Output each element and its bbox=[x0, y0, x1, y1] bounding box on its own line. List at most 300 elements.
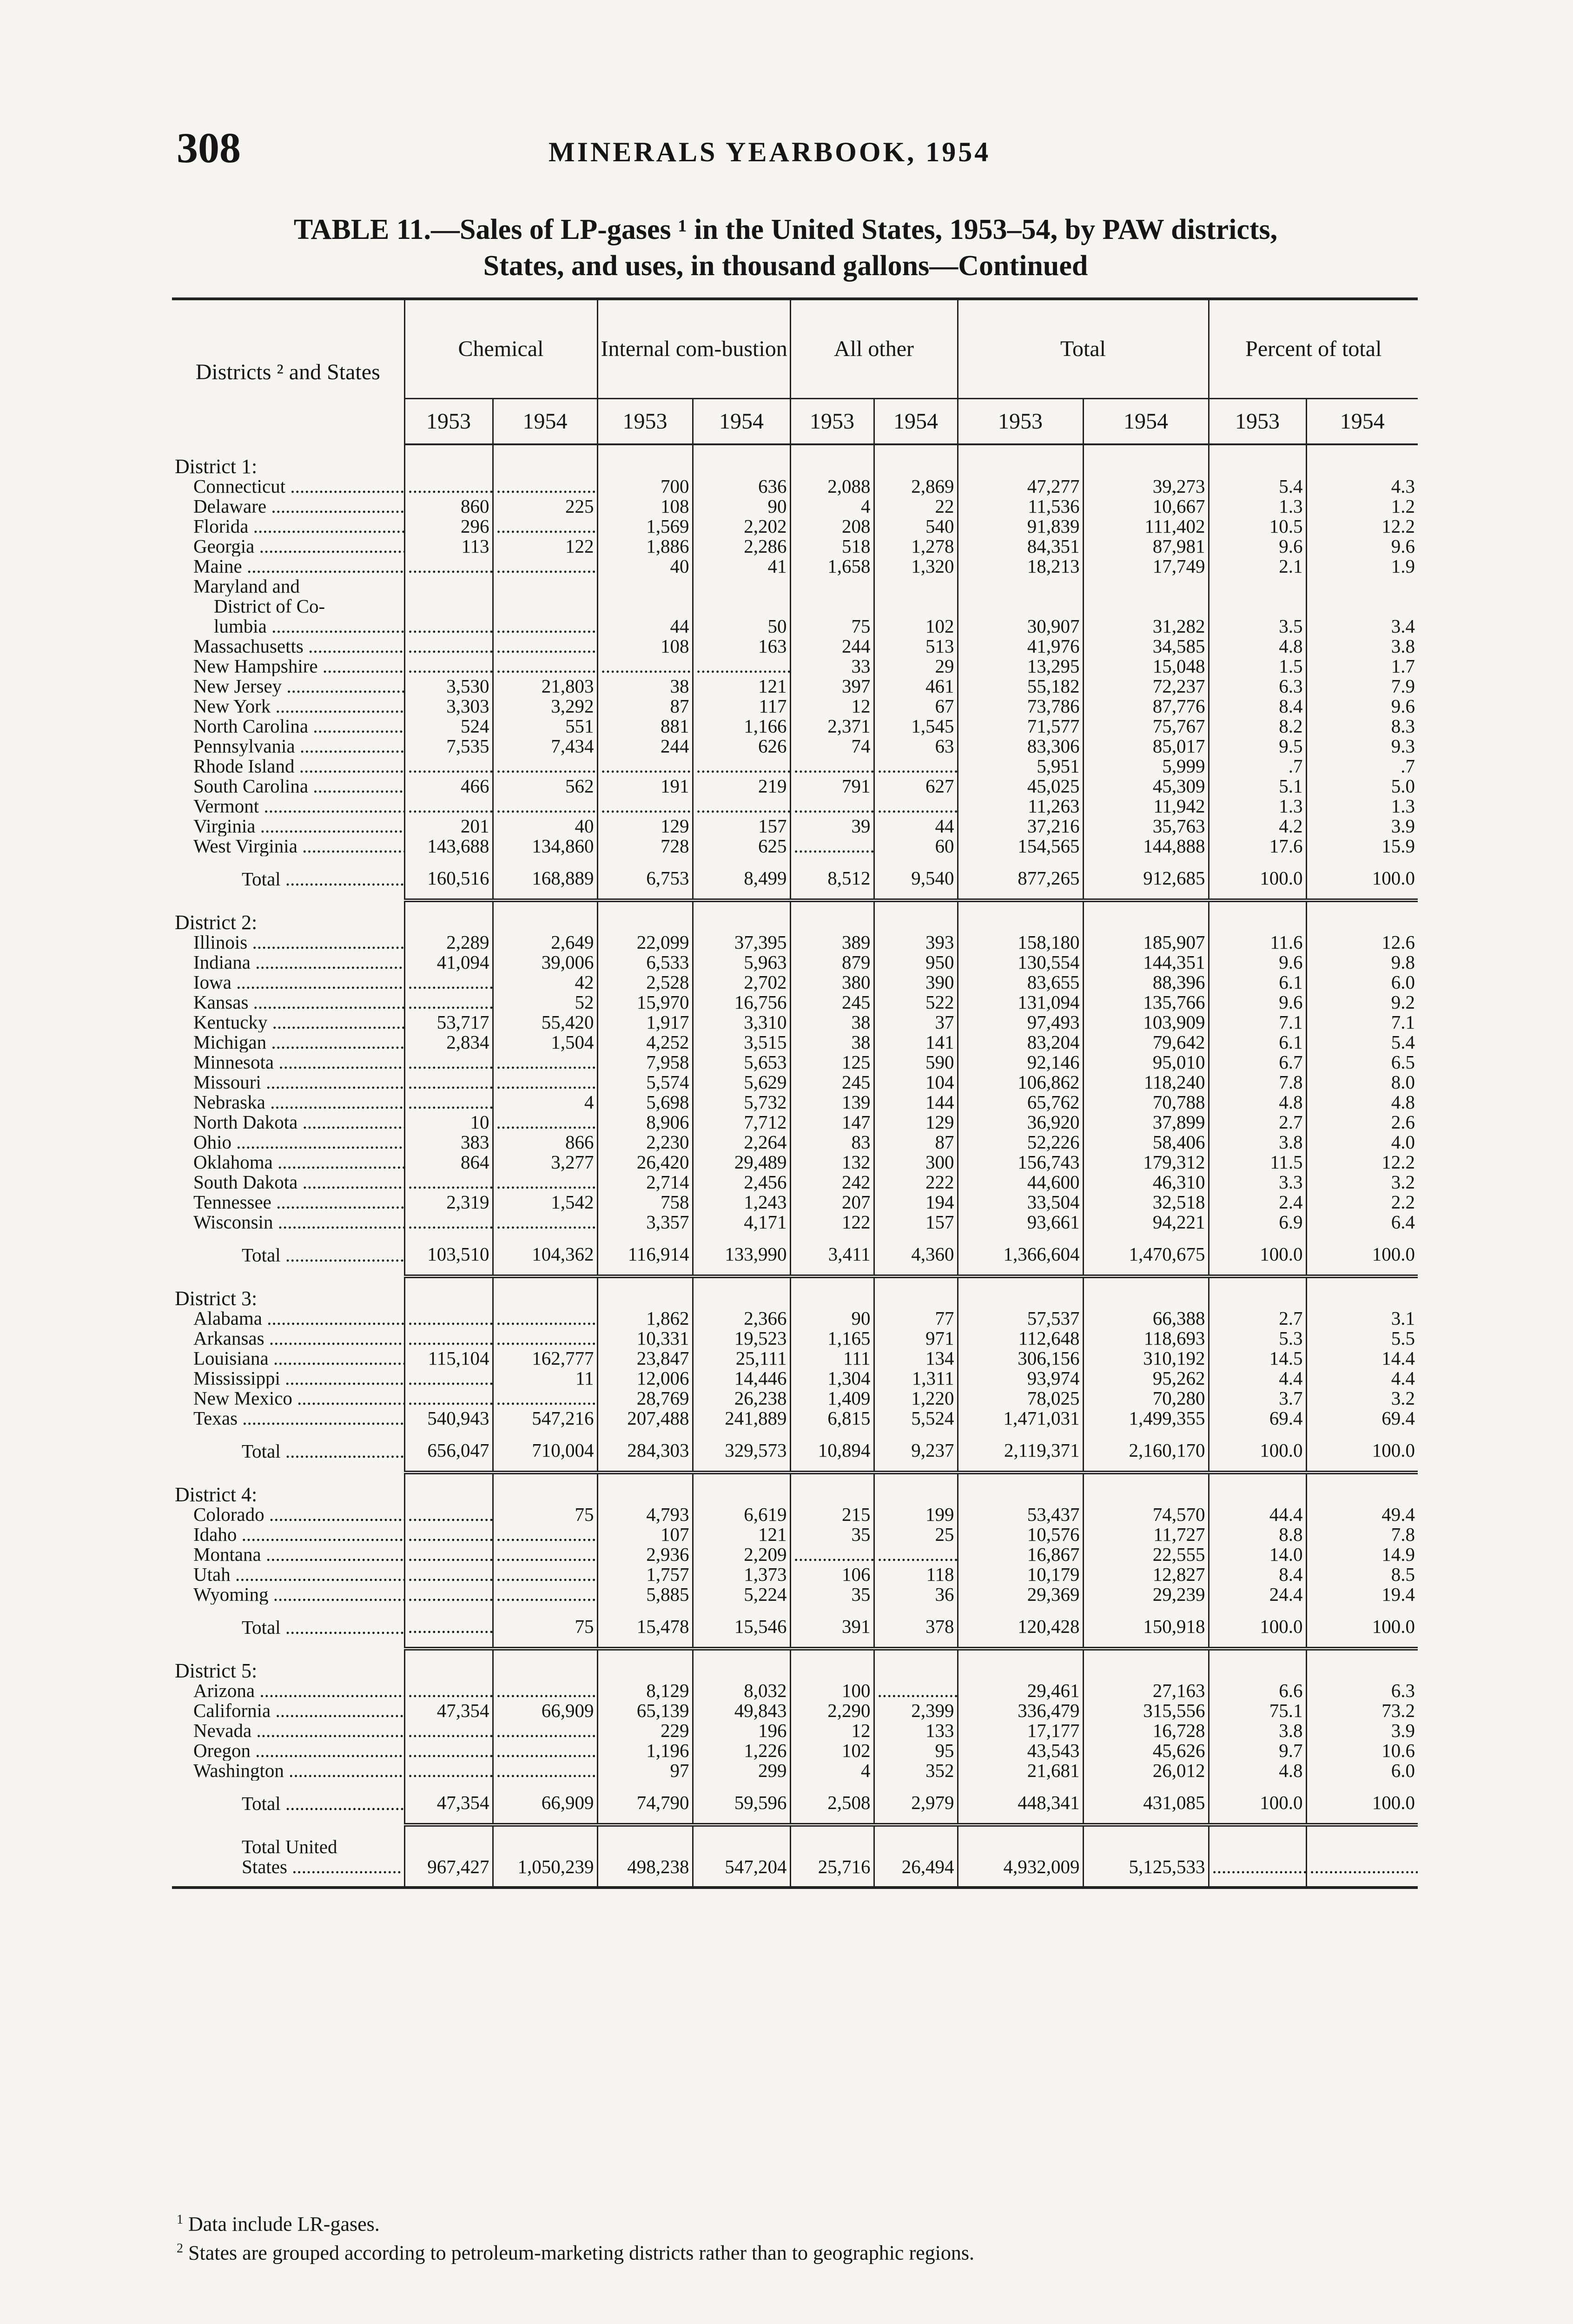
state-name: Arizona ..... bbox=[172, 1681, 404, 1701]
value-cell: 134,860 bbox=[493, 836, 597, 856]
value-cell: 1.3 bbox=[1209, 796, 1306, 816]
value-cell: 8.4 bbox=[1209, 1565, 1306, 1585]
empty-cell bbox=[693, 1472, 790, 1505]
value-cell bbox=[404, 1505, 493, 1525]
state-name: Wisconsin ..... bbox=[172, 1212, 404, 1232]
state-row bbox=[172, 676, 1418, 696]
year-header: 1954 bbox=[874, 399, 958, 445]
value-cell: 90 bbox=[790, 1308, 874, 1328]
value-cell: 9.5 bbox=[1209, 736, 1306, 756]
state-row bbox=[172, 496, 1418, 516]
value-cell: 10.5 bbox=[1209, 516, 1306, 536]
value-cell: 29,489 bbox=[693, 1152, 790, 1172]
value-cell: 3,515 bbox=[693, 1032, 790, 1052]
district-heading: District 5: bbox=[175, 1659, 258, 1681]
empty-cell bbox=[1083, 1472, 1209, 1505]
value-cell: 65,762 bbox=[958, 1092, 1083, 1112]
value-cell: 44 bbox=[597, 616, 693, 636]
value-cell: 2,230 bbox=[597, 1132, 693, 1152]
value-cell bbox=[693, 796, 790, 816]
empty-cell bbox=[597, 444, 693, 476]
value-cell: 83 bbox=[790, 1132, 874, 1152]
value-cell: 9.3 bbox=[1306, 736, 1418, 756]
state-row bbox=[172, 1585, 1418, 1604]
state-row bbox=[172, 1741, 1418, 1761]
state-name: Oregon ..... bbox=[172, 1741, 404, 1761]
state-row bbox=[172, 1172, 1418, 1192]
value-cell: 102 bbox=[790, 1741, 874, 1761]
value-cell: 6.0 bbox=[1306, 972, 1418, 992]
value-cell: 626 bbox=[693, 736, 790, 756]
value-cell: 4 bbox=[790, 1761, 874, 1781]
value-cell: 23,847 bbox=[597, 1348, 693, 1368]
value-cell: 4.8 bbox=[1209, 1761, 1306, 1781]
value-cell bbox=[493, 1721, 597, 1741]
value-cell bbox=[404, 1308, 493, 1328]
value-cell bbox=[404, 972, 493, 992]
value-cell: 8,512 bbox=[790, 856, 874, 900]
value-cell: 15,546 bbox=[693, 1604, 790, 1649]
value-cell: 75 bbox=[790, 616, 874, 636]
value-cell: 29,461 bbox=[958, 1681, 1083, 1701]
value-cell: 300 bbox=[874, 1152, 958, 1172]
empty-cell bbox=[1209, 596, 1306, 616]
value-cell: 1,166 bbox=[693, 716, 790, 736]
value-cell: 121 bbox=[693, 676, 790, 696]
state-name: Washington ..... bbox=[172, 1761, 404, 1781]
value-cell: 185,907 bbox=[1083, 932, 1209, 952]
state-row bbox=[172, 992, 1418, 1012]
value-cell: 90 bbox=[693, 496, 790, 516]
empty-cell bbox=[493, 576, 597, 596]
value-cell: 12 bbox=[790, 1721, 874, 1741]
value-cell bbox=[404, 636, 493, 656]
value-cell: 100.0 bbox=[1306, 1604, 1418, 1649]
value-cell: 10,667 bbox=[1083, 496, 1209, 516]
state-row bbox=[172, 1032, 1418, 1052]
value-cell: 30,907 bbox=[958, 616, 1083, 636]
district-heading-row bbox=[172, 1276, 1418, 1308]
empty-cell bbox=[404, 1649, 493, 1681]
state-row bbox=[172, 556, 1418, 576]
value-cell: 39,273 bbox=[1083, 476, 1209, 496]
state-row bbox=[172, 816, 1418, 836]
value-cell: 156,743 bbox=[958, 1152, 1083, 1172]
caption-line-1: TABLE 11.—Sales of LP-gases ¹ in the United States, 1953–54, by PAW districts, bbox=[293, 214, 1278, 245]
value-cell bbox=[493, 556, 597, 576]
value-cell: 106 bbox=[790, 1565, 874, 1585]
value-cell: 3.5 bbox=[1209, 616, 1306, 636]
value-cell: 10,576 bbox=[958, 1525, 1083, 1545]
footnote-2: $^2$ States are grouped according to petroleum-marketing districts rather than to geographic regions. bbox=[177, 2241, 974, 2265]
value-cell: 134 bbox=[874, 1348, 958, 1368]
value-cell: 2,202 bbox=[693, 516, 790, 536]
value-cell: 35 bbox=[790, 1585, 874, 1604]
value-cell: 87 bbox=[874, 1132, 958, 1152]
value-cell: 19.4 bbox=[1306, 1585, 1418, 1604]
total-label: Total ..... bbox=[172, 1781, 404, 1825]
value-cell bbox=[790, 756, 874, 776]
value-cell: 219 bbox=[693, 776, 790, 796]
value-cell bbox=[493, 1112, 597, 1132]
value-cell: 12.2 bbox=[1306, 516, 1418, 536]
value-cell: 1,220 bbox=[874, 1388, 958, 1408]
value-cell: 2,289 bbox=[404, 932, 493, 952]
header-total: Total bbox=[958, 299, 1209, 399]
value-cell: 310,192 bbox=[1083, 1348, 1209, 1368]
empty-cell bbox=[404, 596, 493, 616]
state-row bbox=[172, 1328, 1418, 1348]
value-cell: 879 bbox=[790, 952, 874, 972]
empty-cell bbox=[404, 444, 493, 476]
value-cell: 125 bbox=[790, 1052, 874, 1072]
value-cell: 5.4 bbox=[1209, 476, 1306, 496]
value-cell: 2,528 bbox=[597, 972, 693, 992]
value-cell: 950 bbox=[874, 952, 958, 972]
state-name: Mississippi ..... bbox=[172, 1368, 404, 1388]
value-cell: 14.4 bbox=[1306, 1348, 1418, 1368]
empty-cell bbox=[693, 444, 790, 476]
value-cell: 336,479 bbox=[958, 1701, 1083, 1721]
value-cell: 17,749 bbox=[1083, 556, 1209, 576]
state-row bbox=[172, 516, 1418, 536]
value-cell: 129 bbox=[597, 816, 693, 836]
value-cell bbox=[493, 1308, 597, 1328]
value-cell: 8.5 bbox=[1306, 1565, 1418, 1585]
value-cell: 118,693 bbox=[1083, 1328, 1209, 1348]
value-cell: 157 bbox=[693, 816, 790, 836]
value-cell: 100.0 bbox=[1306, 856, 1418, 900]
state-row bbox=[172, 1368, 1418, 1388]
value-cell: 104,362 bbox=[493, 1232, 597, 1276]
value-cell: 518 bbox=[790, 536, 874, 556]
value-cell: 35 bbox=[790, 1525, 874, 1545]
value-cell: 37,216 bbox=[958, 816, 1083, 836]
district-heading-row bbox=[172, 1649, 1418, 1681]
state-name: Rhode Island ..... bbox=[172, 756, 404, 776]
value-cell: 3,310 bbox=[693, 1012, 790, 1032]
value-cell: 111 bbox=[790, 1348, 874, 1368]
value-cell: 22 bbox=[874, 496, 958, 516]
empty-cell bbox=[1083, 576, 1209, 596]
value-cell: 4.4 bbox=[1209, 1368, 1306, 1388]
value-cell: 43,543 bbox=[958, 1741, 1083, 1761]
state-row bbox=[172, 476, 1418, 496]
empty-cell bbox=[1083, 1276, 1209, 1308]
value-cell: 132 bbox=[790, 1152, 874, 1172]
value-cell: 135,766 bbox=[1083, 992, 1209, 1012]
value-cell: 9.6 bbox=[1306, 696, 1418, 716]
value-cell: 14.9 bbox=[1306, 1545, 1418, 1565]
value-cell: 45,626 bbox=[1083, 1741, 1209, 1761]
value-cell: 121 bbox=[693, 1525, 790, 1545]
empty-cell bbox=[1083, 596, 1209, 616]
value-cell: 1.3 bbox=[1209, 496, 1306, 516]
value-cell: 74,570 bbox=[1083, 1505, 1209, 1525]
value-cell: 41,094 bbox=[404, 952, 493, 972]
value-cell: 112,648 bbox=[958, 1328, 1083, 1348]
value-cell: 5.3 bbox=[1209, 1328, 1306, 1348]
value-cell bbox=[404, 796, 493, 816]
state-row bbox=[172, 1525, 1418, 1545]
state-name: Texas ..... bbox=[172, 1408, 404, 1428]
state-name: New York ..... bbox=[172, 696, 404, 716]
value-cell bbox=[1209, 1825, 1306, 1888]
value-cell: 241,889 bbox=[693, 1408, 790, 1428]
value-cell: 352 bbox=[874, 1761, 958, 1781]
value-cell: 627 bbox=[874, 776, 958, 796]
value-cell: 75,767 bbox=[1083, 716, 1209, 736]
state-row bbox=[172, 1152, 1418, 1172]
value-cell: 85,017 bbox=[1083, 736, 1209, 756]
header-chemical: Chemical bbox=[404, 299, 597, 399]
value-cell: 55,182 bbox=[958, 676, 1083, 696]
value-cell: 144,351 bbox=[1083, 952, 1209, 972]
value-cell bbox=[404, 1721, 493, 1741]
value-cell: 74,790 bbox=[597, 1781, 693, 1825]
value-cell: 69.4 bbox=[1306, 1408, 1418, 1428]
value-cell bbox=[493, 656, 597, 676]
value-cell: 700 bbox=[597, 476, 693, 496]
state-name: Nebraska ..... bbox=[172, 1092, 404, 1112]
value-cell: 27,163 bbox=[1083, 1681, 1209, 1701]
value-cell: 12,827 bbox=[1083, 1565, 1209, 1585]
year-header: 1954 bbox=[493, 399, 597, 445]
table-caption bbox=[149, 211, 1422, 284]
value-cell: 881 bbox=[597, 716, 693, 736]
value-cell: 35,763 bbox=[1083, 816, 1209, 836]
value-cell: 6,815 bbox=[790, 1408, 874, 1428]
value-cell bbox=[404, 1052, 493, 1072]
value-cell: 53,437 bbox=[958, 1505, 1083, 1525]
empty-cell bbox=[958, 900, 1083, 932]
value-cell: 1.5 bbox=[1209, 656, 1306, 676]
value-cell: 3.3 bbox=[1209, 1172, 1306, 1192]
value-cell: 208 bbox=[790, 516, 874, 536]
value-cell bbox=[874, 1545, 958, 1565]
value-cell bbox=[493, 1761, 597, 1781]
empty-cell bbox=[493, 596, 597, 616]
value-cell: 63 bbox=[874, 736, 958, 756]
header-all-other: All other bbox=[790, 299, 958, 399]
value-cell: 625 bbox=[693, 836, 790, 856]
value-cell: 5,885 bbox=[597, 1585, 693, 1604]
value-cell: 69.4 bbox=[1209, 1408, 1306, 1428]
value-cell: 107 bbox=[597, 1525, 693, 1545]
value-cell: 1,278 bbox=[874, 536, 958, 556]
value-cell: 133 bbox=[874, 1721, 958, 1741]
value-cell: 11,536 bbox=[958, 496, 1083, 516]
value-cell: 8,906 bbox=[597, 1112, 693, 1132]
value-cell: 207 bbox=[790, 1192, 874, 1212]
value-cell: 864 bbox=[404, 1152, 493, 1172]
page-header bbox=[177, 123, 1432, 174]
value-cell: 199 bbox=[874, 1505, 958, 1525]
value-cell: 32,518 bbox=[1083, 1192, 1209, 1212]
value-cell: 38 bbox=[790, 1032, 874, 1052]
value-cell: 36,920 bbox=[958, 1112, 1083, 1132]
value-cell: 2,209 bbox=[693, 1545, 790, 1565]
state-name: Louisiana ..... bbox=[172, 1348, 404, 1368]
value-cell: 2,834 bbox=[404, 1032, 493, 1052]
value-cell: 4,360 bbox=[874, 1232, 958, 1276]
state-name: South Dakota ..... bbox=[172, 1172, 404, 1192]
empty-cell bbox=[493, 1649, 597, 1681]
value-cell: 47,354 bbox=[404, 1781, 493, 1825]
value-cell: 551 bbox=[493, 716, 597, 736]
value-cell bbox=[493, 1388, 597, 1408]
value-cell: 66,388 bbox=[1083, 1308, 1209, 1328]
district-heading: District 4: bbox=[175, 1483, 258, 1505]
value-cell: 103,510 bbox=[404, 1232, 493, 1276]
value-cell: 100.0 bbox=[1209, 1604, 1306, 1649]
value-cell: 4.3 bbox=[1306, 476, 1418, 496]
state-name: Massachusetts ..... bbox=[172, 636, 404, 656]
state-name: Georgia ..... bbox=[172, 536, 404, 556]
value-cell: 75 bbox=[493, 1505, 597, 1525]
value-cell: 102 bbox=[874, 616, 958, 636]
value-cell: 9.6 bbox=[1209, 536, 1306, 556]
empty-cell bbox=[1083, 444, 1209, 476]
value-cell: 6.1 bbox=[1209, 972, 1306, 992]
value-cell: 10 bbox=[404, 1112, 493, 1132]
value-cell: 1,311 bbox=[874, 1368, 958, 1388]
state-name: Vermont ..... bbox=[172, 796, 404, 816]
value-cell: 72,237 bbox=[1083, 676, 1209, 696]
value-cell: 390 bbox=[874, 972, 958, 992]
value-cell: 3.4 bbox=[1306, 616, 1418, 636]
state-row bbox=[172, 656, 1418, 676]
value-cell: 562 bbox=[493, 776, 597, 796]
value-cell: 113 bbox=[404, 536, 493, 556]
value-cell: .7 bbox=[1209, 756, 1306, 776]
empty-cell bbox=[597, 1276, 693, 1308]
value-cell: 2.2 bbox=[1306, 1192, 1418, 1212]
value-cell: 196 bbox=[693, 1721, 790, 1741]
value-cell bbox=[874, 756, 958, 776]
state-row bbox=[172, 1505, 1418, 1525]
value-cell: 5,732 bbox=[693, 1092, 790, 1112]
empty-cell bbox=[1209, 1472, 1306, 1505]
value-cell: 728 bbox=[597, 836, 693, 856]
value-cell bbox=[404, 556, 493, 576]
value-cell: 4,252 bbox=[597, 1032, 693, 1052]
state-row bbox=[172, 1092, 1418, 1112]
value-cell: 26,238 bbox=[693, 1388, 790, 1408]
grand-total-label bbox=[172, 1825, 404, 1888]
value-cell: 201 bbox=[404, 816, 493, 836]
empty-cell bbox=[1209, 1649, 1306, 1681]
value-cell: 4.0 bbox=[1306, 1132, 1418, 1152]
value-cell: 17,177 bbox=[958, 1721, 1083, 1741]
value-cell: 100.0 bbox=[1209, 1232, 1306, 1276]
value-cell: 3,277 bbox=[493, 1152, 597, 1172]
value-cell: 10,894 bbox=[790, 1428, 874, 1472]
value-cell: 25,716 bbox=[790, 1825, 874, 1888]
value-cell: 17.6 bbox=[1209, 836, 1306, 856]
empty-cell bbox=[958, 1472, 1083, 1505]
value-cell: 11,263 bbox=[958, 796, 1083, 816]
lp-gas-sales-table bbox=[172, 297, 1418, 1889]
value-cell: 2,286 bbox=[693, 536, 790, 556]
value-cell: 139 bbox=[790, 1092, 874, 1112]
value-cell: 393 bbox=[874, 932, 958, 952]
value-cell: 6.1 bbox=[1209, 1032, 1306, 1052]
total-label: Total ..... bbox=[172, 856, 404, 900]
value-cell: 65,139 bbox=[597, 1701, 693, 1721]
value-cell: 3.8 bbox=[1209, 1721, 1306, 1741]
value-cell: 53,717 bbox=[404, 1012, 493, 1032]
state-name: District of Co- bbox=[214, 596, 325, 616]
empty-cell bbox=[958, 444, 1083, 476]
value-cell: 3.2 bbox=[1306, 1172, 1418, 1192]
value-cell: 8.8 bbox=[1209, 1525, 1306, 1545]
state-row bbox=[172, 776, 1418, 796]
value-cell: 3.2 bbox=[1306, 1388, 1418, 1408]
value-cell: 14.0 bbox=[1209, 1545, 1306, 1565]
value-cell: 28,769 bbox=[597, 1388, 693, 1408]
district-total-row bbox=[172, 1232, 1418, 1276]
value-cell: 21,681 bbox=[958, 1761, 1083, 1781]
value-cell: 222 bbox=[874, 1172, 958, 1192]
running-head: MINERALS YEARBOOK, 1954 bbox=[549, 137, 991, 167]
value-cell: 130,554 bbox=[958, 952, 1083, 972]
value-cell bbox=[493, 1741, 597, 1761]
header-row-groups bbox=[172, 299, 1418, 399]
value-cell: 524 bbox=[404, 716, 493, 736]
value-cell bbox=[493, 1212, 597, 1232]
value-cell: 1,320 bbox=[874, 556, 958, 576]
table-body bbox=[172, 444, 1418, 1888]
empty-cell bbox=[1306, 1649, 1418, 1681]
value-cell: 5,951 bbox=[958, 756, 1083, 776]
value-cell: 71,577 bbox=[958, 716, 1083, 736]
value-cell: 6.3 bbox=[1306, 1681, 1418, 1701]
value-cell: 315,556 bbox=[1083, 1701, 1209, 1721]
value-cell: 461 bbox=[874, 676, 958, 696]
state-name: Delaware ..... bbox=[172, 496, 404, 516]
district-total-row bbox=[172, 1604, 1418, 1649]
value-cell: 70,788 bbox=[1083, 1092, 1209, 1112]
value-cell: 1,658 bbox=[790, 556, 874, 576]
value-cell: 95,010 bbox=[1083, 1052, 1209, 1072]
value-cell: 87,776 bbox=[1083, 696, 1209, 716]
value-cell: 4.4 bbox=[1306, 1368, 1418, 1388]
state-name: Idaho ..... bbox=[172, 1525, 404, 1545]
value-cell: 42 bbox=[493, 972, 597, 992]
value-cell: 9.6 bbox=[1209, 952, 1306, 972]
value-cell: 3.7 bbox=[1209, 1388, 1306, 1408]
value-cell: 912,685 bbox=[1083, 856, 1209, 900]
value-cell: 87,981 bbox=[1083, 536, 1209, 556]
state-name: Wyoming ..... bbox=[172, 1585, 404, 1604]
state-row bbox=[172, 932, 1418, 952]
value-cell: 242 bbox=[790, 1172, 874, 1192]
value-cell bbox=[790, 1545, 874, 1565]
empty-cell bbox=[790, 900, 874, 932]
state-name: Indiana ..... bbox=[172, 952, 404, 972]
value-cell: 498,238 bbox=[597, 1825, 693, 1888]
empty-cell bbox=[597, 1472, 693, 1505]
state-row bbox=[172, 1072, 1418, 1092]
value-cell: 6.6 bbox=[1209, 1681, 1306, 1701]
value-cell: 7,434 bbox=[493, 736, 597, 756]
value-cell: 3.1 bbox=[1306, 1308, 1418, 1328]
state-name: Ohio ..... bbox=[172, 1132, 404, 1152]
state-name: South Carolina ..... bbox=[172, 776, 404, 796]
value-cell: 40 bbox=[597, 556, 693, 576]
state-name: West Virginia ..... bbox=[172, 836, 404, 856]
